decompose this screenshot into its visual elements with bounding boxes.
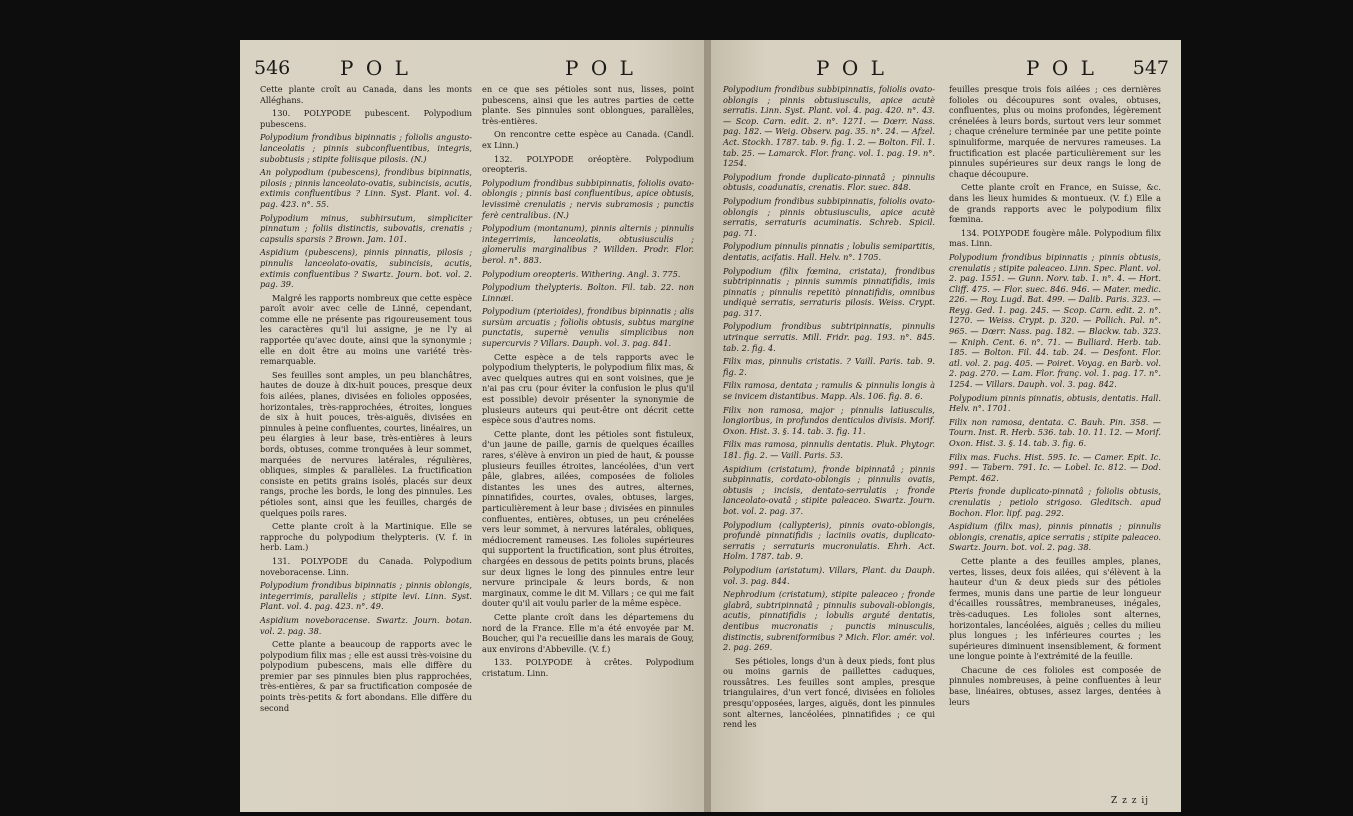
paragraph: Filix non ramosa, major ; pinnulis latiusculis, longioribus, in profundos denticulos divisis. Morif. Oxon. Hist. 3. §. 14. tab. 3. fig. 11. — [723, 404, 935, 436]
paragraph: Cette plante croît à la Martinique. Elle se rapproche du polypodium thelypteris. (V. f. in herb. Lam.) — [260, 521, 472, 553]
paragraph: Polypodium frondibus bipinnatis ; pinnis oblongis, integerrimis, parallelis ; stipite levi. Linn. Syst. Plant. vol. 4. pag. 423. n°. 49. — [260, 580, 472, 612]
paragraph: Cette plante a beaucoup de rapports avec le polypodium filix mas ; elle est aussi très-voisine du polypodium pubescens, mais elle diffère du premier par ses pinnules bien plus rapprochées, très-entières, & par sa fructification composée de points très-petits & fort abondans. Elle diffère du second — [260, 639, 472, 713]
paragraph: Aspidium (cristatum), fronde bipinnatâ ; pinnis subpinnatis, cordato-oblongis ; pinnulis ovatis, obtusis ; incisis, dentato-serrulatis ; fronde lanceolato-ovatâ ; stipite paleaceo. Swartz. Journ. bot. vol. 2. pag. 37. — [723, 463, 935, 516]
paragraph: Polypodium (filix fœmina, cristata), frondibus subtripinnatis ; pinnis summis pinnatifidis, imis pinnatis ; pinnulis repetitò pinnatifidis, omnibus undiquè serratis, serraturis pilosis. Weiss. Crypt. pag. 317. — [723, 265, 935, 318]
left-page-number: 546 — [254, 57, 291, 79]
paragraph: Aspidium noveboracense. Swartz. Journ. botan. vol. 2. pag. 38. — [260, 614, 472, 636]
paragraph: Aspidium (filix mas), pinnis pinnatis ; pinnulis oblongis, crenatis, apice serratis ; stipite paleaceo. Swartz. Journ. bot. vol. 2. pag. 38. — [949, 521, 1161, 553]
signature-mark: Z z z ij — [1111, 796, 1149, 806]
paragraph: 133. POLYPODE à crêtes. Polypodium cristatum. Linn. — [482, 657, 694, 678]
paragraph: Polypodium oreopteris. Withering. Angl. 3. 775. — [482, 268, 681, 279]
paragraph: Polypodium pinnis pinnatis, obtusis, dentatis. Hall. Helv. n°. 1701. — [949, 392, 1161, 414]
paragraph: Ses pétioles, longs d'un à deux pieds, font plus ou moins garnis de paillettes caduques, roussâtres. Les feuilles sont amples, presque triangulaires, d'un vert foncé, divisées en folioles presqu'opposées, larges, aiguës, dont les pinnules sont alternes, lancéolées, pinnatifides ; ce qui rend les — [723, 655, 935, 730]
paragraph: Polypodium frondibus subbipinnatis, foliolis ovato-oblongis ; pinnis obtusiusculis, apice acutè serratis. Linn. Syst. Plant. vol. 4. pag. 420. n°. 43. — Scop. Carn. edit. 2. n°. 1271. — Dœrr. Nass. pag. 182. — Weig. Observ. pag. 35. n°. 24. — Afzel. Act. Stockh. 1787. tab. 9. fig. 1. 2. — Bolton. Fil. 1. tab. 25. — Lamarck. Flor. franç. vol. 1. pag. 19. n°. 1254. — [723, 84, 935, 169]
paragraph: Aspidium (pubescens), pinnis pinnatis, pilosis ; pinnulis lanceolato-ovatis, subincisis, acutis, extimis confluentibus ? Swartz. Journ. bot. vol. 2. pag. 39. — [260, 247, 472, 290]
paragraph: Polypodium frondibus subtripinnatis, pinnulis utrinque serratis. Mill. Fridr. pag. 193. n°. 845. tab. 2. fig. 4. — [723, 321, 935, 353]
right-running-head-1: P O L — [816, 56, 887, 80]
paragraph: feuilles presque trois fois ailées ; ces dernières folioles ou découpures sont ovales, obtuses, confluentes, plus ou moins profondes, légèrement crénelées à leurs bords, surtout vers leur sommet ; chaque crénelure terminée par une petite pointe spinuliforme, marquée de nervures rameuses. La fructification est placée particulièrement sur les pinnules supérieures sur deux rangs le long de chaque découpure. — [949, 84, 1161, 179]
paragraph: 134. POLYPODE fougère mâle. Polypodium filix mas. Linn. — [949, 227, 1161, 249]
paragraph: Cette plante a des feuilles amples, planes, vertes, lisses, deux fois ailées, qui s'élèvent à la hauteur d'un & deux pieds sur des pétioles fermes, munis dans une partie de leur longueur d'écailles roussâtres, membraneuses, inégales, très-caduques. Les folioles sont alternes, horizontales, lancéolées, aiguës ; celles du milieu plus longues ; les inférieures courtes ; les supérieures diminuent insensiblement, & forment une longue pointe à l'extrémité de la feuille. — [949, 555, 1161, 662]
paragraph: Filix ramosa, dentata ; ramulis & pinnulis longis à se invicem distantibus. Mapp. Als. 106. fig. 8. 6. — [723, 380, 935, 402]
paragraph: 131. POLYPODE du Canada. Polypodium noveboracense. Linn. — [260, 555, 472, 577]
paragraph: Polypodium thelypteris. Bolton. Fil. tab. 22. non Linnæi. — [482, 282, 694, 303]
paragraph: 130. POLYPODE pubescent. Polypodium pubescens. — [260, 108, 472, 129]
right-column-1 — [723, 84, 935, 733]
right-page-number: 547 — [1132, 57, 1169, 79]
paragraph: en ce que ses pétioles sont nus, lisses, point pubescens, ainsi que les autres parties de cette plante. Ses pinnules sont oblongues, parallèles, très-entières. — [482, 84, 694, 126]
paragraph: Polypodium pinnulis pinnatis ; lobulis semipartitis, dentatis, acifatis. Hall. Helv. n°. 1705. — [723, 241, 935, 262]
left-page — [240, 40, 705, 812]
paragraph: Filix non ramosa, dentata. C. Bauh. Pin. 358. — Tourn. Inst. R. Herb. 536. tab. 10. 11. 12. — Morif. Oxon. Hist. 3. §. 14. tab. 3. fig. 6. — [949, 416, 1161, 448]
paragraph: Polypodium (callypteris), pinnis ovato-oblongis, profundè pinnatifidis ; laciniis ovatis, duplicato-serratis ; serraturis mucronulatis. Ehrh. Act. Holm. 1787. tab. 9. — [723, 519, 935, 562]
paragraph: Cette plante croît au Canada, dans les monts Alléghans. — [260, 84, 472, 105]
paragraph: Polypodium frondibus subbipinnatis, foliolis ovato-oblongis ; pinnis basi confluentibus, apice obtusis, levissimè crenulatis ; nervis subramosis ; punctis ferè centralibus. (N.) — [482, 177, 694, 220]
left-column-1 — [260, 84, 472, 716]
paragraph: Cette plante croît dans les départemens du nord de la France. Elle m'a été envoyée par M. Boucher, qui l'a recueillie dans les marais de Gouy, aux environs d'Abbeville. (V. f.) — [482, 611, 694, 654]
left-column-2 — [482, 84, 694, 681]
paragraph: On rencontre cette espèce au Canada. (Candl. ex Linn.) — [482, 129, 694, 150]
paragraph: Polypodium (montanum), pinnis alternis ; pinnulis integerrimis, lanceolatis, obtusiusculis ; glomerulis marginalibus ? Willden. Prodr. Flor. berol. n°. 883. — [482, 223, 694, 265]
paragraph: Malgré les rapports nombreux que cette espèce paroît avoir avec celle de Linné, cependant, comme elle ne présente pas rigoureusement tous les caractères qu'il lui assigne, je ne l'y ai rapportée qu'avec doute, ainsi que la synonymie ; elle en doit être au moins une variété très-remarquable. — [260, 292, 472, 367]
paragraph: Polypodium (pterioides), frondibus bipinnatis ; alis sursùm arcuatis ; foliolis obtusis, subtus margine punctatis, supernè venulis simplicibus non supercurvis ? Villars. Dauph. vol. 3. pag. 841. — [482, 306, 694, 349]
paragraph: Nephrodium (cristatum), stipite paleaceo ; fronde glabrâ, subtripinnatâ ; pinnulis subovali-oblongis, acutis, pinnatifidis ; lobulis arguté dentatis, dentibus mucronatis ; punctis minusculis, distinctis, subreniformibus ? Mich. Flor. amér. vol. 2. pag. 269. — [723, 589, 935, 653]
paragraph: Polypodium frondibus subbipinnatis, foliolis ovato-oblongis ; pinnis obtusiusculis, apice acutè serratis, serraturis acuminatis. Schreb. Spicil. pag. 71. — [723, 195, 935, 238]
paragraph: Polypodium minus, subhirsutum, simpliciter pinnatum ; foliis distinctis, subovatis, crenatis ; capsulis sparsis ? Brown. Jam. 101. — [260, 212, 472, 244]
right-running-head-2: P O L — [1026, 56, 1097, 80]
paragraph: Ses feuilles sont amples, un peu blanchâtres, hautes de douze à dix-huit pouces, presque deux fois ailées, planes, divisées en folioles opposées, horizontales, très-rapprochées, étroites, longues de six à huit pouces, très-aiguës, divisées en pinnules à peine confluentes, courtes, linéaires, un peu élargies à leur base, très-entières à leurs bords, obtuses, comme tronquées à leur sommet, marquées de nervures latérales, régulières, obliques, simples & parallèles. La fructification consiste en petits grains isolés, placés sur deux rangs, proche les bords, le long des pinnules. Les pétioles sont, ainsi que les feuilles, chargés de quelques poils rares. — [260, 369, 472, 518]
paragraph: Cette plante croît en France, en Suisse, &c. dans les lieux humides & montueux. (V. f.) Elle a de grands rapports avec le polypodium filix fœmina. — [949, 182, 1161, 225]
left-running-head-1: P O L — [340, 56, 411, 80]
paragraph: Cette espèce a de tels rapports avec le polypodium thelypteris, le polypodium filix mas, & avec quelques autres qui en sont voisines, que je n'ai pas cru (pour éviter la confusion le plus qu'il est possible) devoir présenter la synonymie de plusieurs auteurs qui peut-être ont décrit cette espèce sous d'autres noms. — [482, 351, 694, 426]
right-column-2 — [949, 84, 1161, 710]
left-running-head-2: P O L — [565, 56, 636, 80]
paragraph: Polypodium frondibus bipinnatis ; pinnis obtusis, crenulatis ; stipite paleaceo. Linn. Spec. Plant. vol. 2. pag. 1551. — Gunn. Norv. tab. 1. n°. 4. — Hort. Cliff. 475. — Flor. suec. 846. 946. — Mater. medic. 226. — Roy. Lugd. Bat. 499. — Dalib. Paris. 323. — Reyg. Ged. 1. pag. 245. — Scop. Carn. edit. 2. n°. 1270. — Weiss. Crypt. p. 320. — Pollich. Pal. n°. 965. — Dœrr. Nass. pag. 182. — Blackw. tab. 323. — Kniph. Cent. 6. n°. 71. — Bulliard. Herb. tab. 185. — Bolton. Fil. 44. tab. 24. — Desfont. Flor. atl. vol. 2. pag. 405. — Poiret. Voyag. en Barb. vol. 2. pag. 270. — Lam. Flor. franç. vol. 1. pag. 17. n°. 1254. — Villars. Dauph. vol. 3. pag. 842. — [949, 251, 1161, 390]
paragraph: Cette plante, dont les pétioles sont fistuleux, d'un jaune de paille, garnis de quelques écailles rares, s'élève à environ un pied de haut, & pousse plusieurs feuilles étroites, lancéolées, d'un vert pâle, glabres, ailées, composées de folioles distantes les unes des autres, alternes, pinnatifides, courtes, ovales, obtuses, larges, particulièrement à leur base ; divisées en pinnules confluentes, entières, obtuses, un peu crénelées vers leur sommet, à nervures latérales, obliques, médiocrement rameuses. Les folioles supérieures qui supportent la fructification, sont plus étroites, chargées en dessous de petits points bruns, placés sur deux lignes le long des pinnules entre leur nervure principale & leurs bords, & non marginaux, comme le dit M. Villars ; ce qui me fait douter qu'il ait voulu parler de la même espèce. — [482, 428, 694, 609]
paragraph: An polypodium (pubescens), frondibus bipinnatis, pilosis ; pinnis lanceolato-ovatis, subincisis, acutis, extimis confluentibus ? Linn. Syst. Plant. vol. 4. pag. 423. n°. 55. — [260, 167, 472, 209]
right-page — [711, 40, 1181, 812]
paragraph: Chacune de ces folioles est composée de pinnules nombreuses, à peine confluentes à leur base, linéaires, obtuses, assez larges, dentées à leurs — [949, 664, 1161, 707]
paragraph: Polypodium fronde duplicato-pinnatâ ; pinnulis obtusis, coadunatis, crenatis. Flor. suec. 848. — [723, 171, 935, 193]
paragraph: Polypodium frondibus bipinnatis ; foliolis angusto-lanceolatis ; pinnis subconfluentibus, integris, subobtusis ; stipite foliisque pilosis. (N.) — [260, 132, 472, 164]
paragraph: Filix mas. Fuchs. Hist. 595. Ic. — Camer. Epit. Ic. 991. — Tabern. 791. Ic. — Lobel. Ic. 812. — Dod. Pempt. 462. — [949, 451, 1161, 483]
paragraph: Pteris fronde duplicato-pinnatâ ; foliolis obtusis, crenulatis ; petiolo strigoso. Gleditsch. apud Bochon. Flor. lipf. pag. 292. — [949, 486, 1161, 518]
paragraph: 132. POLYPODE oréoptère. Polypodium oreopteris. — [482, 153, 694, 175]
paragraph: Filix mas, pinnulis cristatis. ? Vaill. Paris. tab. 9. fig. 2. — [723, 356, 935, 377]
paragraph: Filix mas ramosa, pinnulis dentatis. Pluk. Phytogr. 181. fig. 2. — Vaill. Paris. 53. — [723, 439, 935, 460]
paragraph: Polypodium (aristatum). Villars, Plant. du Dauph. vol. 3. pag. 844. — [723, 564, 935, 586]
